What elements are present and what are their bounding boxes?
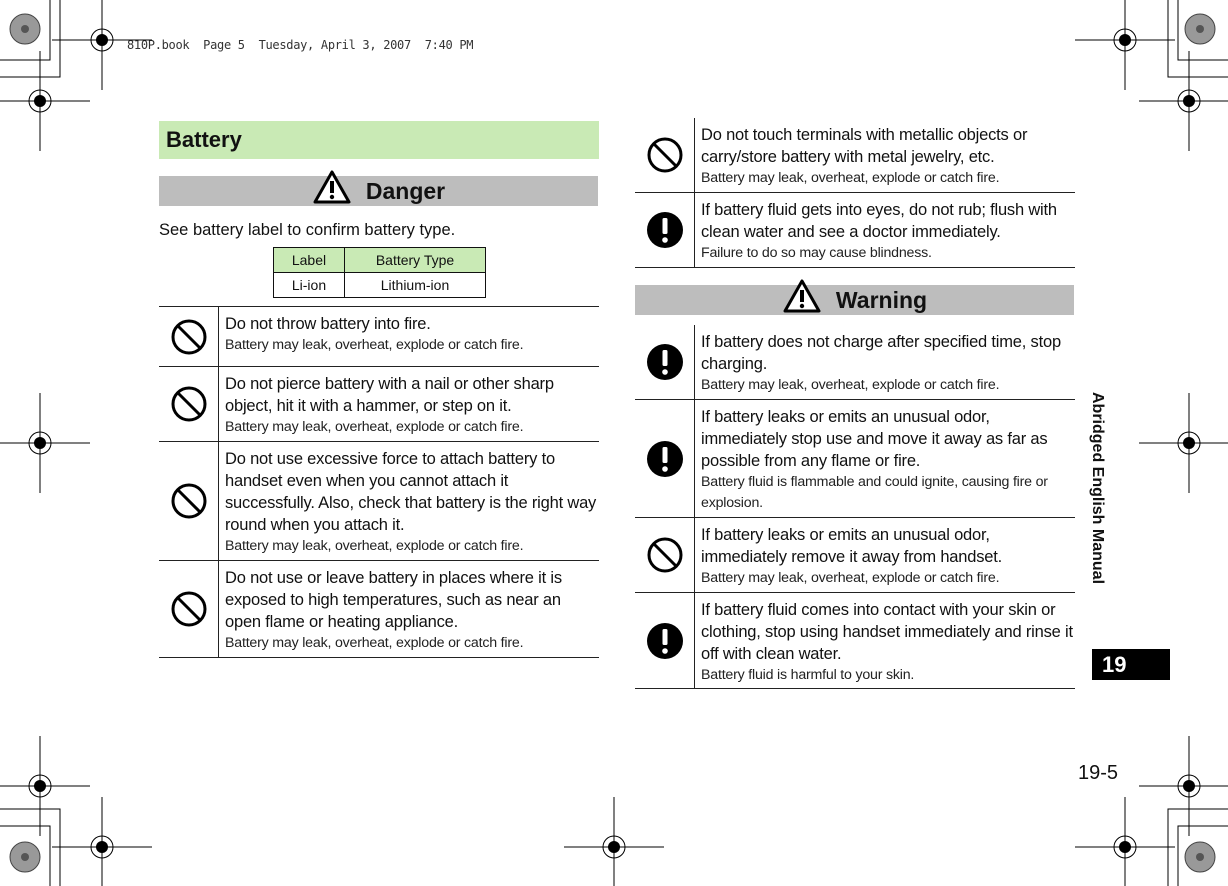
page-number: 19-5	[1078, 762, 1119, 784]
item-text: Do not use excessive force to attach battery to handset even when you cannot attach it successfully. Also, check that battery is the right way round when you attach it.	[225, 450, 597, 534]
table-header: Label	[274, 248, 345, 273]
item-note: Failure to do so may cause blindness.	[701, 245, 932, 261]
item-text: If battery fluid comes into contact with your skin or clothing, stop using handset immediately and rinse it off with clean water.	[701, 601, 1073, 663]
table-cell: Li-ion	[274, 273, 345, 298]
item-note: Battery may leak, overheat, explode or catch fire.	[225, 635, 524, 651]
item-note: Battery fluid is flammable and could ignite, causing fire or explosion.	[701, 474, 1048, 511]
print-header: 810P.book Page 5 Tuesday, April 3, 2007 7:40 PM	[127, 38, 474, 52]
item-text: Do not pierce battery with a nail or other sharp object, hit it with a hammer, or step on it.	[225, 375, 554, 415]
item-text: If battery leaks or emits an unusual odor, immediately stop use and move it away as far as possible from any flame or fire.	[701, 408, 1048, 470]
item-note: Battery may leak, overheat, explode or catch fire.	[701, 570, 1000, 586]
item-text: If battery does not charge after specified time, stop charging.	[701, 333, 1061, 373]
item-text: If battery leaks or emits an unusual odor, immediately remove it away from handset.	[701, 526, 1003, 566]
item-text: Do not touch terminals with metallic objects or carry/store battery with metal jewelry, etc.	[701, 126, 1028, 166]
item-note: Battery may leak, overheat, explode or catch fire.	[225, 538, 524, 554]
item-text: Do not use or leave battery in places where it is exposed to high temperatures, such as near an open flame or heating appliance.	[225, 569, 562, 631]
item-text: Do not throw battery into fire.	[225, 315, 431, 333]
side-label: Abridged English Manual	[1089, 392, 1106, 585]
item-note: Battery may leak, overheat, explode or catch fire.	[701, 170, 1000, 186]
warning-label: Warning	[835, 286, 928, 313]
danger-label: Danger	[365, 177, 446, 204]
intro-text: See battery label to confirm battery type.	[159, 221, 456, 239]
item-note: Battery may leak, overheat, explode or catch fire.	[225, 419, 524, 435]
table-cell: Lithium-ion	[345, 273, 486, 298]
item-note: Battery may leak, overheat, explode or catch fire.	[701, 377, 1000, 393]
item-note: Battery may leak, overheat, explode or catch fire.	[225, 337, 524, 353]
item-note: Battery fluid is harmful to your skin.	[701, 667, 915, 683]
section-title: Battery	[159, 121, 599, 159]
item-text: If battery fluid gets into eyes, do not rub; flush with clean water and see a doctor immediately.	[701, 201, 1057, 241]
table-header: Battery Type	[345, 248, 486, 273]
chapter-tab: 19	[1092, 649, 1170, 680]
